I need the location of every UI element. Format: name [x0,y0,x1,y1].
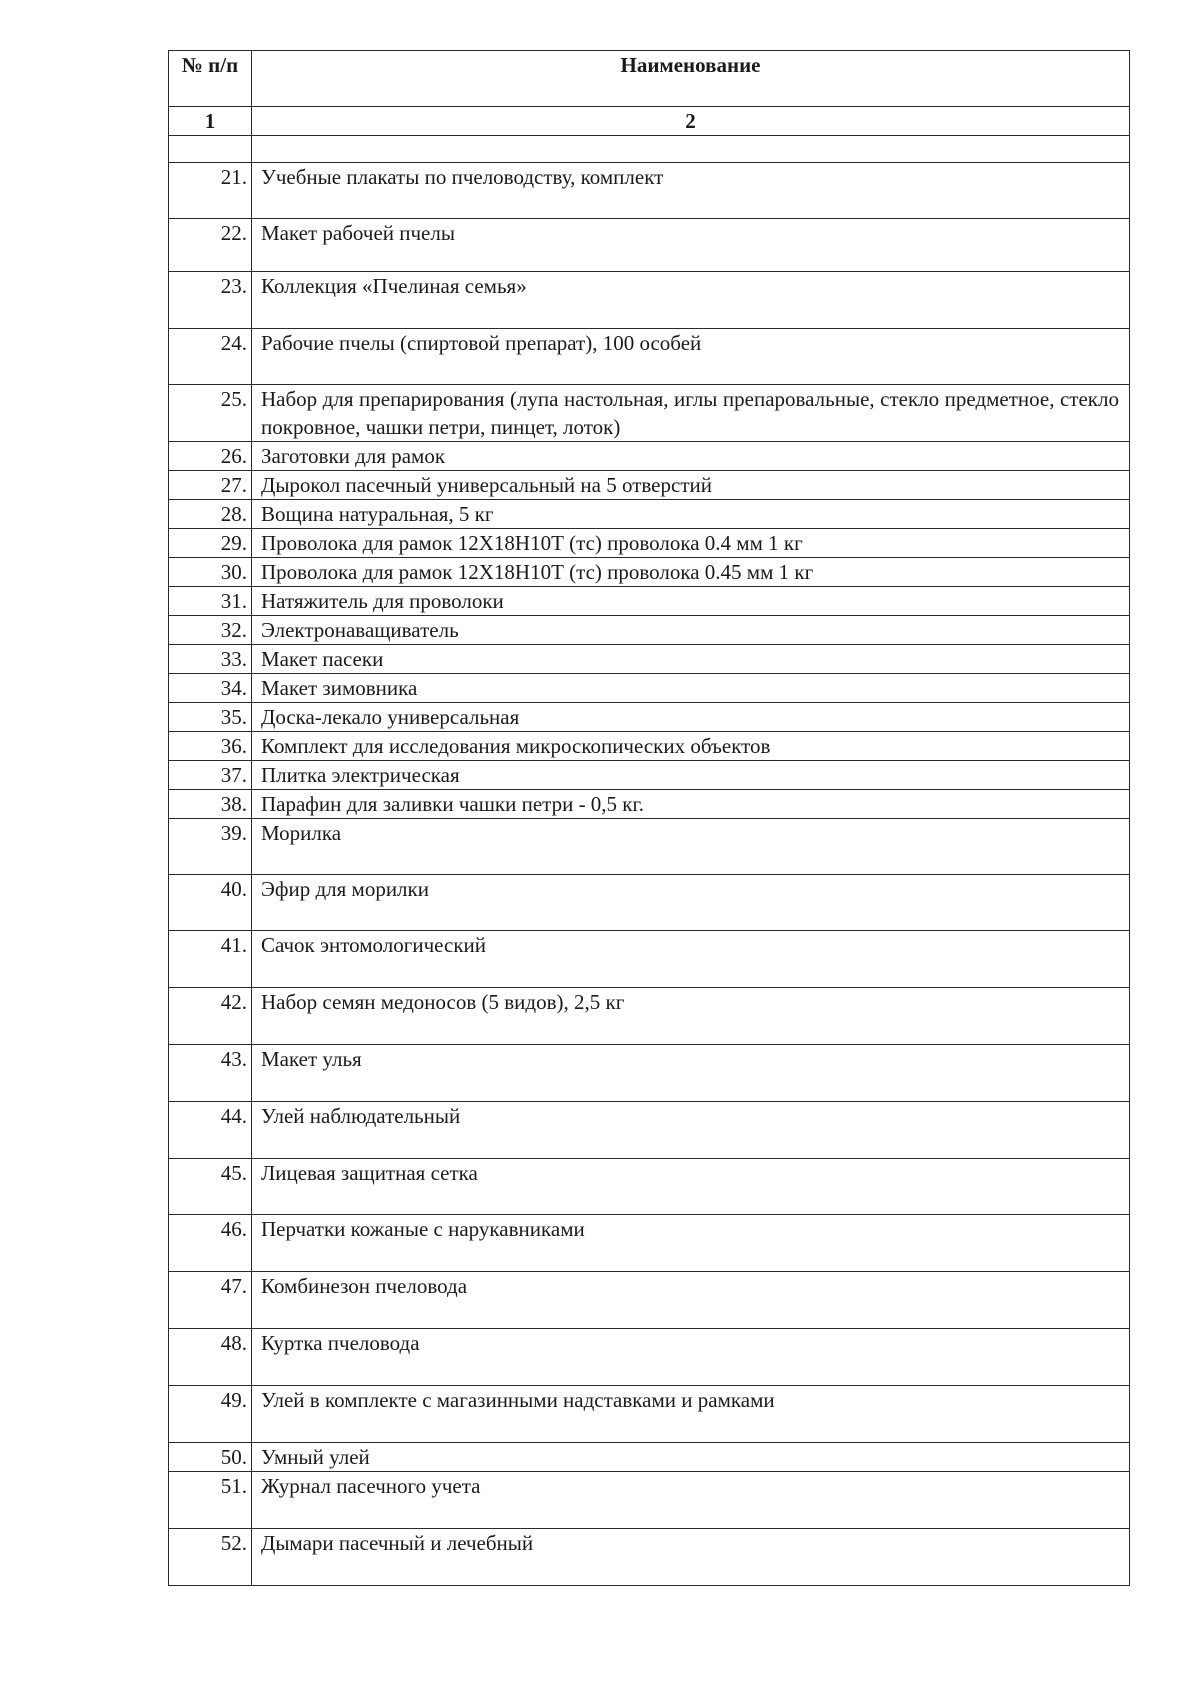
row-name: Улей наблюдательный [252,1102,1130,1159]
row-name: Плитка электрическая [252,761,1130,790]
table-row [169,163,1130,219]
table-row [169,500,1130,529]
row-number: 26. [169,442,252,471]
row-name: Дымари пасечный и лечебный [252,1529,1130,1586]
row-number: 21. [169,163,252,219]
table-row [169,819,1130,875]
index-num: 1 [169,107,252,136]
spacer-cell [169,136,252,163]
row-number: 24. [169,329,252,385]
table-row [169,790,1130,819]
row-name: Учебные плакаты по пчеловодству, комплект [252,163,1130,219]
row-name: Заготовки для рамок [252,442,1130,471]
row-name: Набор для препарирования (лупа настольная, иглы препаровальные, стекло предметное, стекло покровное, чашки петри, пинцет, лоток) [252,385,1130,442]
row-name: Умный улей [252,1443,1130,1472]
table-row [169,1215,1130,1272]
row-name: Натяжитель для проволоки [252,587,1130,616]
row-number: 47. [169,1272,252,1329]
table-row [169,1443,1130,1472]
row-name: Доска-лекало универсальная [252,703,1130,732]
row-name: Вощина натуральная, 5 кг [252,500,1130,529]
row-number: 46. [169,1215,252,1272]
table-row [169,1386,1130,1443]
row-number: 34. [169,674,252,703]
table-row [169,761,1130,790]
row-number: 25. [169,385,252,442]
row-name: Коллекция «Пчелиная семья» [252,272,1130,329]
table-row [169,587,1130,616]
row-name: Дырокол пасечный универсальный на 5 отверстий [252,471,1130,500]
table-row [169,988,1130,1045]
table-row [169,272,1130,329]
index-row [169,107,1130,136]
spacer-row [169,136,1130,163]
table-row [169,645,1130,674]
spacer-cell [252,136,1130,163]
row-number: 39. [169,819,252,875]
row-name: Набор семян медоносов (5 видов), 2,5 кг [252,988,1130,1045]
row-name: Куртка пчеловода [252,1329,1130,1386]
table-row [169,732,1130,761]
row-number: 36. [169,732,252,761]
row-number: 37. [169,761,252,790]
row-name: Эфир для морилки [252,875,1130,931]
table-row [169,875,1130,931]
table-row [169,1329,1130,1386]
header-name: Наименование [252,51,1130,107]
row-name: Парафин для заливки чашки петри - 0,5 кг. [252,790,1130,819]
row-number: 52. [169,1529,252,1586]
row-name: Макет зимовника [252,674,1130,703]
row-name: Комбинезон пчеловода [252,1272,1130,1329]
table-row [169,471,1130,500]
row-number: 29. [169,529,252,558]
row-number: 48. [169,1329,252,1386]
row-number: 40. [169,875,252,931]
table-row [169,219,1130,272]
row-number: 27. [169,471,252,500]
row-name: Макет рабочей пчелы [252,219,1130,272]
table-row [169,1272,1130,1329]
table-row [169,442,1130,471]
header-num: № п/п [169,51,252,107]
index-name: 2 [252,107,1130,136]
table-row [169,674,1130,703]
row-number: 51. [169,1472,252,1529]
row-name: Макет улья [252,1045,1130,1102]
row-number: 32. [169,616,252,645]
table-row [169,1159,1130,1215]
row-name: Проволока для рамок 12Х18Н10Т (тс) проволока 0.4 мм 1 кг [252,529,1130,558]
row-name: Рабочие пчелы (спиртовой препарат), 100 особей [252,329,1130,385]
row-number: 35. [169,703,252,732]
table-row [169,558,1130,587]
row-name: Журнал пасечного учета [252,1472,1130,1529]
row-number: 28. [169,500,252,529]
row-name: Морилка [252,819,1130,875]
table-row [169,1045,1130,1102]
row-name: Макет пасеки [252,645,1130,674]
row-number: 49. [169,1386,252,1443]
row-number: 23. [169,272,252,329]
header-row [169,51,1130,107]
table-row [169,616,1130,645]
table-row [169,529,1130,558]
row-number: 38. [169,790,252,819]
row-number: 50. [169,1443,252,1472]
row-number: 43. [169,1045,252,1102]
table-row [169,385,1130,442]
table-row [169,1102,1130,1159]
table-row [169,703,1130,732]
table-row [169,329,1130,385]
table-row [169,931,1130,988]
row-number: 44. [169,1102,252,1159]
row-name: Комплект для исследования микроскопических объектов [252,732,1130,761]
row-number: 22. [169,219,252,272]
row-name: Лицевая защитная сетка [252,1159,1130,1215]
table-row [169,1529,1130,1586]
row-number: 33. [169,645,252,674]
row-name: Электронаващиватель [252,616,1130,645]
row-name: Перчатки кожаные с нарукавниками [252,1215,1130,1272]
row-number: 45. [169,1159,252,1215]
equipment-table [168,50,1130,1586]
row-number: 42. [169,988,252,1045]
row-name: Проволока для рамок 12Х18Н10Т (тс) проволока 0.45 мм 1 кг [252,558,1130,587]
row-number: 41. [169,931,252,988]
row-name: Сачок энтомологический [252,931,1130,988]
row-number: 30. [169,558,252,587]
row-number: 31. [169,587,252,616]
table-row [169,1472,1130,1529]
row-name: Улей в комплекте с магазинными надставками и рамками [252,1386,1130,1443]
